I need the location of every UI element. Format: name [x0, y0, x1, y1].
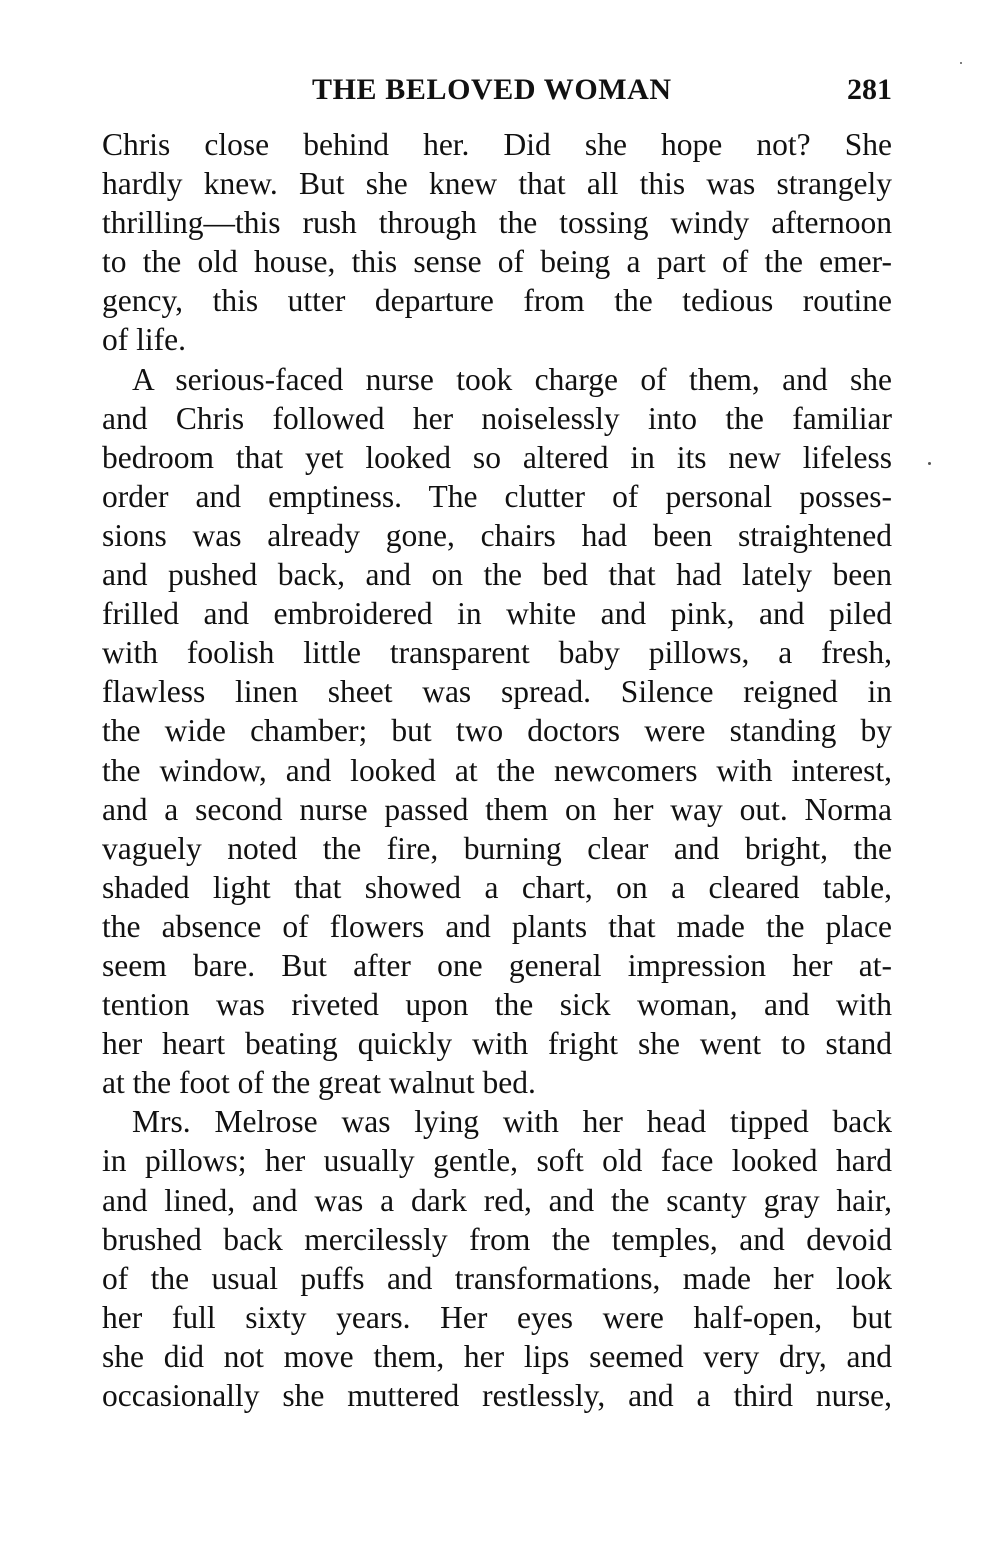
- text-line: shaded light that showed a chart, on a cleared table,: [102, 869, 892, 905]
- print-speck: [960, 62, 962, 64]
- text-line: with foolish little transparent baby pillows, a fresh,: [102, 635, 892, 671]
- text-line: gency, this utter departure from the tedious routine: [102, 283, 892, 319]
- text-line: and Chris followed her noiselessly into the familiar: [102, 400, 892, 436]
- text-line: brushed back mercilessly from the temples, and devoid: [102, 1221, 892, 1257]
- text-line: and lined, and was a dark red, and the scanty gray hair,: [102, 1182, 892, 1218]
- text-line: and a second nurse passed them on her way out. Norma: [102, 791, 892, 827]
- text-line: at the foot of the great walnut bed.: [102, 1065, 536, 1101]
- text-line: the absence of flowers and plants that made the place: [102, 908, 892, 944]
- text-line: thrilling—this rush through the tossing windy afternoon: [102, 205, 892, 241]
- text-line: frilled and embroidered in white and pink, and piled: [102, 596, 892, 632]
- text-line: seem bare. But after one general impression her at-: [102, 947, 892, 983]
- text-line: and pushed back, and on the bed that had lately been: [102, 557, 892, 593]
- running-header: [102, 70, 892, 110]
- text-line: she did not move them, her lips seemed very dry, and: [102, 1338, 892, 1374]
- text-line: hardly knew. But she knew that all this was strangely: [102, 166, 892, 202]
- text-line: order and emptiness. The clutter of personal posses-: [102, 478, 892, 514]
- text-line: vaguely noted the fire, burning clear and bright, the: [102, 830, 892, 866]
- body-text: [102, 125, 892, 1415]
- text-line: of life.: [102, 322, 186, 358]
- text-line: A serious-faced nurse took charge of them, and she: [132, 361, 892, 397]
- text-line: her full sixty years. Her eyes were half-open, but: [102, 1299, 892, 1335]
- text-line: of the usual puffs and transformations, made her look: [102, 1260, 892, 1296]
- text-line: her heart beating quickly with fright she went to stand: [102, 1026, 892, 1062]
- text-line: occasionally she muttered restlessly, and a third nurse,: [102, 1378, 892, 1413]
- text-line: the wide chamber; but two doctors were standing by: [102, 713, 892, 749]
- text-line: tention was riveted upon the sick woman, and with: [102, 987, 892, 1023]
- text-line: Chris close behind her. Did she hope not? She: [102, 127, 892, 162]
- page-number: 281: [847, 73, 892, 106]
- print-speck: [928, 462, 931, 465]
- text-line: Mrs. Melrose was lying with her head tipped back: [132, 1104, 892, 1140]
- text-line: to the old house, this sense of being a part of the emer-: [102, 244, 892, 280]
- text-line: in pillows; her usually gentle, soft old face looked hard: [102, 1143, 892, 1179]
- text-line: flawless linen sheet was spread. Silence reigned in: [102, 674, 892, 710]
- text-line: sions was already gone, chairs had been straightened: [102, 517, 892, 553]
- running-title: THE BELOVED WOMAN: [312, 73, 672, 106]
- text-line: the window, and looked at the newcomers with interest,: [102, 752, 892, 788]
- text-line: bedroom that yet looked so altered in its new lifeless: [102, 439, 892, 475]
